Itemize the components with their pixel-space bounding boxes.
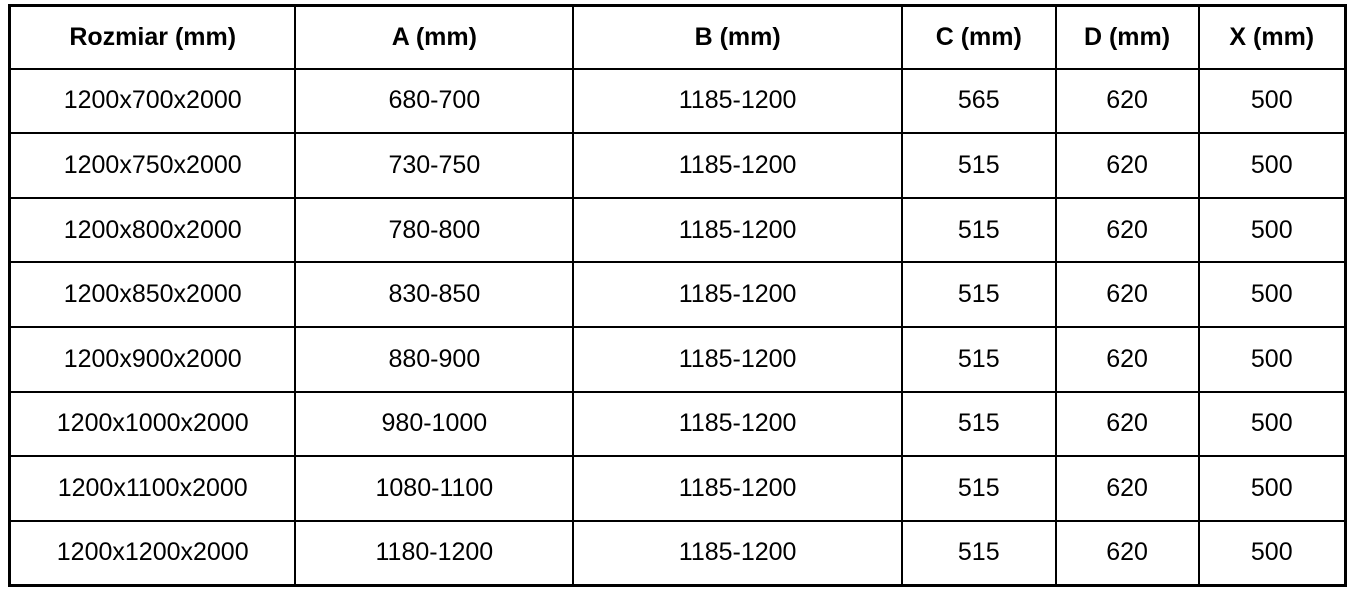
- cell-d: 620: [1056, 521, 1199, 586]
- cell-rozmiar: 1200x1000x2000: [10, 392, 296, 457]
- table-row: [10, 69, 1346, 134]
- cell-d: 620: [1056, 133, 1199, 198]
- cell-c: 565: [902, 69, 1056, 134]
- cell-rozmiar: 1200x1200x2000: [10, 521, 296, 586]
- cell-b: 1185-1200: [573, 262, 902, 327]
- cell-rozmiar: 1200x850x2000: [10, 262, 296, 327]
- cell-d: 620: [1056, 262, 1199, 327]
- cell-b: 1185-1200: [573, 392, 902, 457]
- cell-rozmiar: 1200x800x2000: [10, 198, 296, 263]
- cell-rozmiar: 1200x750x2000: [10, 133, 296, 198]
- table-row: [10, 392, 1346, 457]
- cell-rozmiar: 1200x1100x2000: [10, 456, 296, 521]
- table-row: [10, 262, 1346, 327]
- cell-d: 620: [1056, 327, 1199, 392]
- cell-b: 1185-1200: [573, 69, 902, 134]
- cell-b: 1185-1200: [573, 133, 902, 198]
- column-header-d: D (mm): [1056, 6, 1199, 69]
- cell-d: 620: [1056, 69, 1199, 134]
- cell-c: 515: [902, 521, 1056, 586]
- cell-a: 980-1000: [295, 392, 573, 457]
- table-row: [10, 198, 1346, 263]
- cell-a: 830-850: [295, 262, 573, 327]
- cell-b: 1185-1200: [573, 521, 902, 586]
- cell-b: 1185-1200: [573, 198, 902, 263]
- cell-a: 880-900: [295, 327, 573, 392]
- cell-x: 500: [1199, 521, 1346, 586]
- cell-d: 620: [1056, 456, 1199, 521]
- cell-rozmiar: 1200x900x2000: [10, 327, 296, 392]
- cell-c: 515: [902, 198, 1056, 263]
- cell-x: 500: [1199, 456, 1346, 521]
- cell-rozmiar: 1200x700x2000: [10, 69, 296, 134]
- table-row: [10, 521, 1346, 586]
- table-header-row: [10, 6, 1346, 69]
- cell-x: 500: [1199, 392, 1346, 457]
- cell-d: 620: [1056, 198, 1199, 263]
- cell-x: 500: [1199, 198, 1346, 263]
- cell-a: 780-800: [295, 198, 573, 263]
- cell-x: 500: [1199, 262, 1346, 327]
- table-row: [10, 133, 1346, 198]
- table-body: [10, 69, 1346, 586]
- cell-c: 515: [902, 456, 1056, 521]
- cell-c: 515: [902, 327, 1056, 392]
- table-row: [10, 327, 1346, 392]
- column-header-c: C (mm): [902, 6, 1056, 69]
- column-header-a: A (mm): [295, 6, 573, 69]
- table-header: [10, 6, 1346, 69]
- cell-x: 500: [1199, 133, 1346, 198]
- cell-a: 730-750: [295, 133, 573, 198]
- column-header-rozmiar: Rozmiar (mm): [10, 6, 296, 69]
- column-header-b: B (mm): [573, 6, 902, 69]
- cell-c: 515: [902, 392, 1056, 457]
- cell-x: 500: [1199, 69, 1346, 134]
- cell-c: 515: [902, 133, 1056, 198]
- cell-b: 1185-1200: [573, 327, 902, 392]
- table-row: [10, 456, 1346, 521]
- cell-a: 1180-1200: [295, 521, 573, 586]
- cell-a: 1080-1100: [295, 456, 573, 521]
- cell-x: 500: [1199, 327, 1346, 392]
- cell-b: 1185-1200: [573, 456, 902, 521]
- cell-d: 620: [1056, 392, 1199, 457]
- dimensions-table: [8, 4, 1347, 587]
- cell-c: 515: [902, 262, 1056, 327]
- cell-a: 680-700: [295, 69, 573, 134]
- column-header-x: X (mm): [1199, 6, 1346, 69]
